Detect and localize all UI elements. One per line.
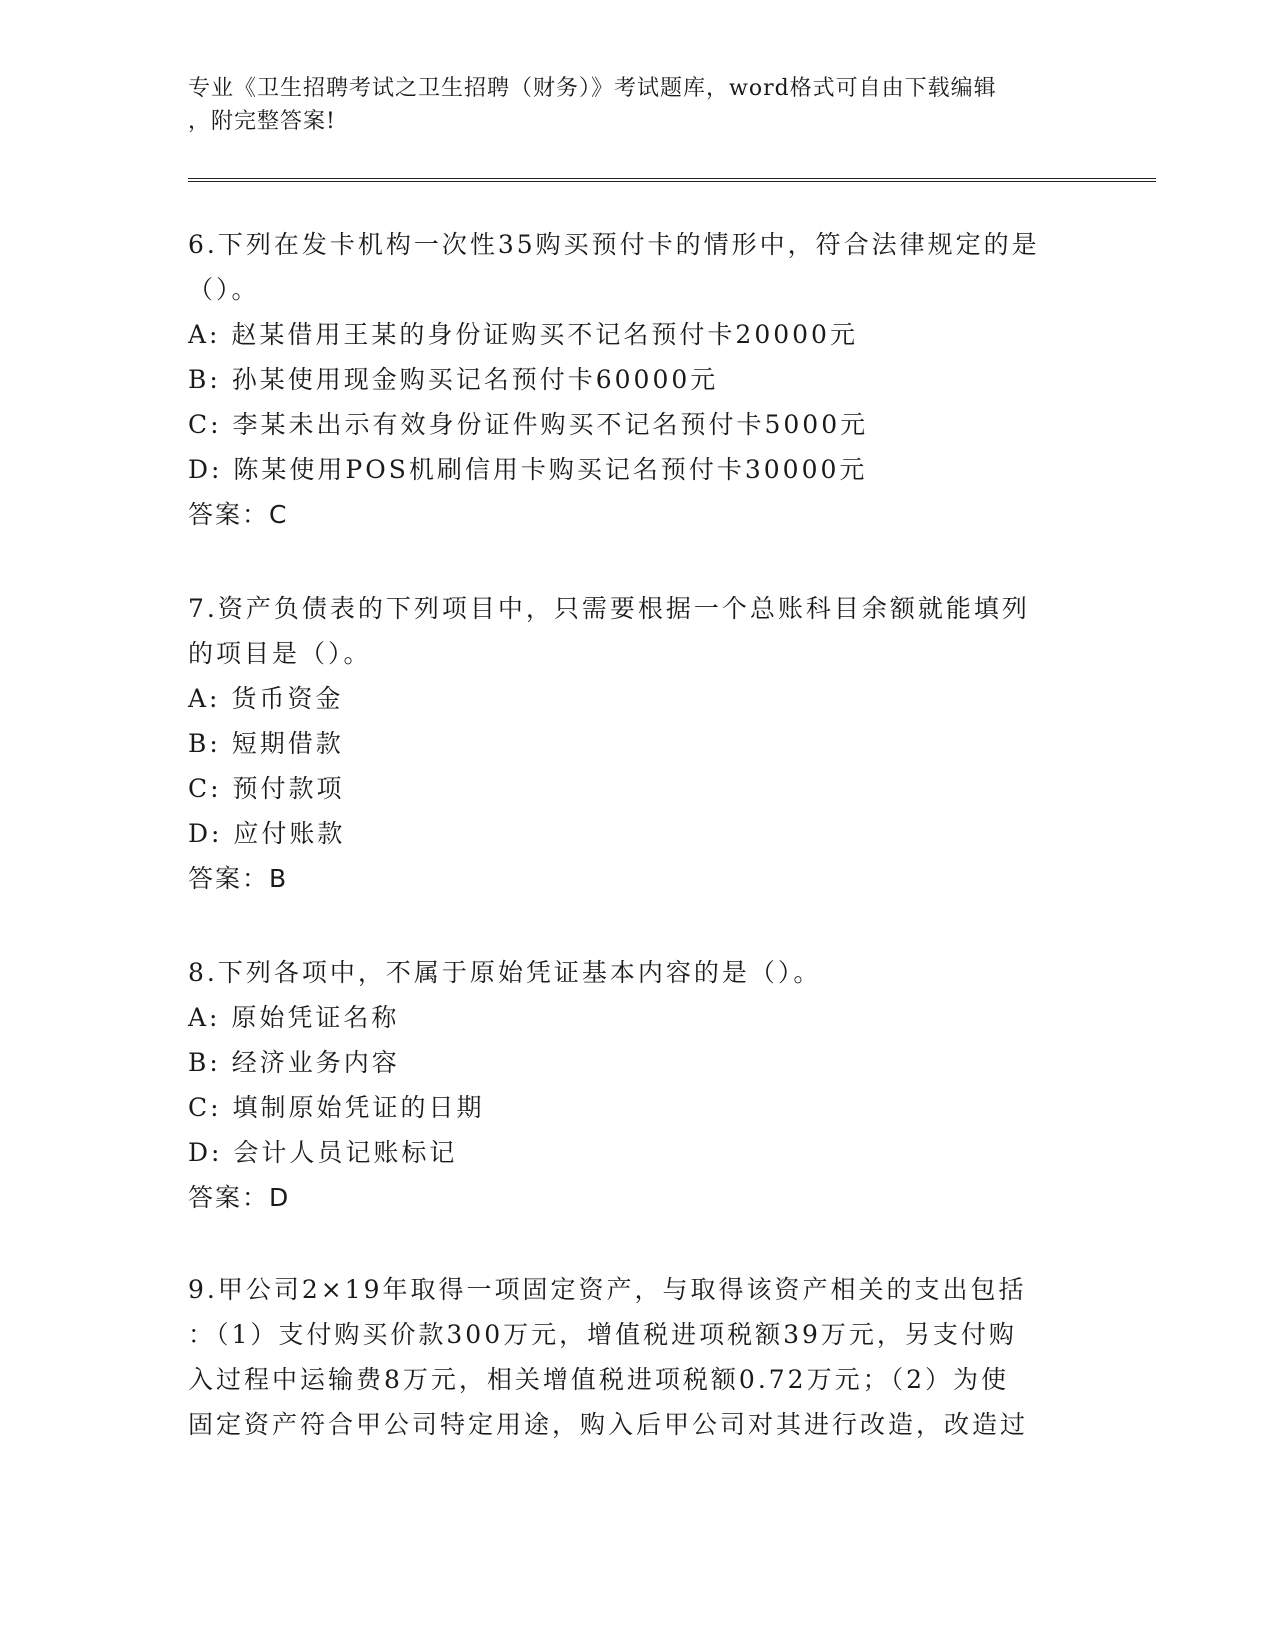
question-text-line: 入过程中运输费8万元，相关增值税进项税额0.72万元；（2）为使	[188, 1365, 1009, 1394]
answer-label: 答案：D	[188, 1183, 291, 1212]
option-d: D: 应付账款	[188, 819, 346, 848]
answer-label: 答案：B	[188, 864, 289, 893]
question-text-line: 7.资产负债表的下列项目中，只需要根据一个总账科目余额就能填列	[188, 594, 1030, 623]
question-text-line: （）。	[188, 275, 260, 304]
option-c: C: 李某未出示有效身份证件购买不记名预付卡5000元	[188, 410, 869, 439]
option-d: D: 会计人员记账标记	[188, 1138, 458, 1167]
header-divider	[188, 178, 1156, 182]
question-text-line: 8.下列各项中，不属于原始凭证基本内容的是（）。	[188, 958, 822, 987]
option-d: D: 陈某使用POS机刷信用卡购买记名预付卡30000元	[188, 455, 868, 484]
question-8	[188, 950, 1088, 1221]
question-7	[188, 586, 1088, 902]
document-header	[188, 72, 1088, 138]
header-line-1: 专业《卫生招聘考试之卫生招聘（财务）》考试题库，word格式可自由下载编辑	[188, 76, 997, 101]
option-b: B: 经济业务内容	[188, 1048, 400, 1077]
option-c: C: 预付款项	[188, 774, 345, 803]
option-a: A: 货币资金	[188, 684, 344, 713]
question-text-line: ：（1）支付购买价款300万元，增值税进项税额39万元，另支付购	[188, 1320, 1017, 1349]
header-line-2: ，附完整答案!	[188, 109, 336, 134]
question-text-line: 9.甲公司2×19年取得一项固定资产，与取得该资产相关的支出包括	[188, 1275, 1027, 1304]
option-b: B: 短期借款	[188, 729, 344, 758]
answer-label: 答案：C	[188, 500, 289, 529]
question-text-line: 6.下列在发卡机构一次性35购买预付卡的情形中，符合法律规定的是	[188, 230, 1040, 259]
option-a: A: 原始凭证名称	[188, 1003, 400, 1032]
question-text-line: 的项目是（）。	[188, 639, 372, 668]
option-b: B: 孙某使用现金购买记名预付卡60000元	[188, 365, 719, 394]
option-c: C: 填制原始凭证的日期	[188, 1093, 485, 1122]
question-6	[188, 222, 1088, 538]
question-text-line: 固定资产符合甲公司特定用途，购入后甲公司对其进行改造，改造过	[188, 1410, 1029, 1439]
option-a: A: 赵某借用王某的身份证购买不记名预付卡20000元	[188, 320, 858, 349]
question-9	[188, 1267, 1088, 1447]
